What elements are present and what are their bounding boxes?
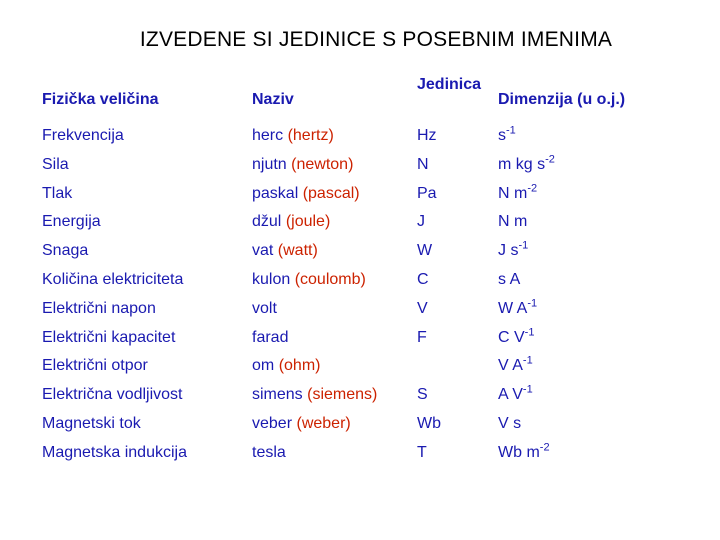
- dimension-exponent: -2: [539, 441, 550, 454]
- quantity-cell: Električna vodljivost: [42, 386, 183, 404]
- unit-name: farad: [252, 328, 289, 346]
- unit-name-alt: (pascal): [302, 184, 360, 202]
- header-unit: Jedinica: [417, 76, 482, 93]
- dimension-cell: [498, 299, 537, 319]
- name-cell: [252, 385, 377, 405]
- dimension-cell: [498, 356, 533, 376]
- unit-name-alt: (siemens): [307, 386, 378, 404]
- dimension-base: W A: [498, 299, 528, 317]
- table-row: [42, 385, 712, 413]
- dimension-base: s: [498, 127, 506, 144]
- dimension-base: Wb m: [498, 443, 540, 461]
- name-cell: [252, 241, 318, 261]
- dimension-cell: [498, 155, 555, 175]
- quantity-cell: Električni napon: [42, 299, 156, 317]
- quantity-cell: Snaga: [42, 242, 89, 260]
- dimension-cell: [498, 241, 528, 261]
- quantity-cell: Sila: [42, 155, 69, 173]
- unit-symbol-cell: J: [417, 213, 425, 231]
- unit-name: herc: [252, 127, 284, 144]
- name-cell: [252, 184, 360, 204]
- dimension-cell: [498, 270, 520, 290]
- page-title: IZVEDENE SI JEDINICE S POSEBNIM IMENIMA: [139, 28, 613, 51]
- quantity-cell: Energija: [42, 213, 101, 231]
- unit-symbol-cell: Wb: [417, 415, 441, 432]
- unit-symbol-cell: F: [417, 328, 427, 346]
- name-cell: [252, 356, 320, 376]
- header-name: Naziv: [252, 91, 294, 108]
- unit-name: njutn: [252, 155, 287, 173]
- unit-name-alt: (newton): [291, 155, 354, 173]
- unit-symbol-cell: S: [417, 386, 428, 404]
- dimension-base: V A: [498, 357, 523, 375]
- dimension-cell: [498, 126, 516, 146]
- dimension-base: V s: [498, 415, 522, 432]
- table-row: [42, 270, 712, 298]
- dimension-cell: [498, 328, 534, 348]
- quantity-cell: Magnetska indukcija: [42, 443, 187, 461]
- table-row: [42, 241, 712, 269]
- dimension-exponent: -1: [518, 239, 529, 252]
- dimension-base: m kg s: [498, 155, 546, 173]
- dimension-exponent: -1: [524, 326, 535, 339]
- dimension-exponent: -2: [527, 182, 538, 195]
- dimension-cell: [498, 385, 533, 405]
- unit-name: kulon: [252, 271, 291, 288]
- table-row: [42, 126, 712, 154]
- dimension-cell: [498, 184, 537, 204]
- header-quantity: Fizička veličina: [42, 91, 159, 108]
- table-row: [42, 299, 712, 327]
- dimension-base: N m: [498, 213, 528, 231]
- name-cell: [252, 299, 277, 319]
- dimension-exponent: -2: [545, 153, 555, 166]
- quantity-cell: Električni kapacitet: [42, 328, 176, 346]
- dimension-base: J s: [498, 242, 519, 260]
- quantity-cell: Frekvencija: [42, 127, 124, 144]
- dimension-exponent: -1: [527, 297, 538, 310]
- quantity-cell: Tlak: [42, 184, 73, 202]
- name-cell: [252, 270, 366, 290]
- unit-symbol-cell: W: [417, 242, 433, 260]
- name-cell: [252, 443, 286, 463]
- unit-name-alt: (hertz): [287, 127, 334, 144]
- name-cell: [252, 155, 353, 175]
- table-row: [42, 356, 712, 384]
- unit-name: paskal: [252, 184, 299, 202]
- quantity-cell: Magnetski tok: [42, 415, 141, 432]
- unit-name-alt: (ohm): [278, 357, 321, 375]
- dimension-base: N m: [498, 184, 528, 202]
- header-dimension: Dimenzija (u o.j.): [498, 91, 626, 108]
- table-header-row: [42, 76, 712, 118]
- unit-symbol-cell: T: [417, 443, 427, 461]
- unit-symbol-cell: C: [417, 271, 429, 288]
- dimension-exponent: -1: [522, 355, 533, 368]
- unit-name: džul: [252, 213, 282, 231]
- unit-name: volt: [252, 299, 277, 317]
- table-row: [42, 184, 712, 212]
- quantity-cell: Količina elektriciteta: [42, 271, 184, 288]
- table-row: [42, 212, 712, 240]
- table-row: [42, 328, 712, 356]
- dimension-cell: [498, 212, 527, 232]
- unit-name: veber: [252, 415, 293, 432]
- unit-name: tesla: [252, 443, 286, 461]
- unit-name: simens: [252, 386, 303, 404]
- unit-name-alt: (weber): [296, 415, 351, 432]
- table-row: [42, 155, 712, 183]
- table-row: [42, 414, 712, 442]
- dimension-base: s A: [498, 271, 521, 288]
- dimension-cell: [498, 414, 521, 434]
- unit-name-alt: (watt): [277, 242, 318, 260]
- unit-symbol-cell: Pa: [417, 184, 437, 202]
- unit-symbol-cell: Hz: [417, 127, 437, 144]
- name-cell: [252, 126, 334, 146]
- unit-name-alt: (joule): [285, 213, 331, 231]
- name-cell: [252, 212, 330, 232]
- name-cell: [252, 414, 351, 434]
- dimension-exponent: -1: [522, 383, 533, 396]
- dimension-base: A V: [498, 386, 523, 404]
- dimension-base: C V: [498, 328, 525, 346]
- unit-name: om: [252, 357, 275, 375]
- unit-symbol-cell: N: [417, 155, 429, 173]
- unit-name-alt: (coulomb): [294, 271, 366, 288]
- unit-name: vat: [252, 242, 274, 260]
- quantity-cell: Električni otpor: [42, 357, 148, 375]
- dimension-cell: [498, 443, 550, 463]
- unit-symbol-cell: V: [417, 299, 428, 317]
- name-cell: [252, 328, 288, 348]
- dimension-exponent: -1: [506, 124, 516, 137]
- table-row: [42, 443, 712, 471]
